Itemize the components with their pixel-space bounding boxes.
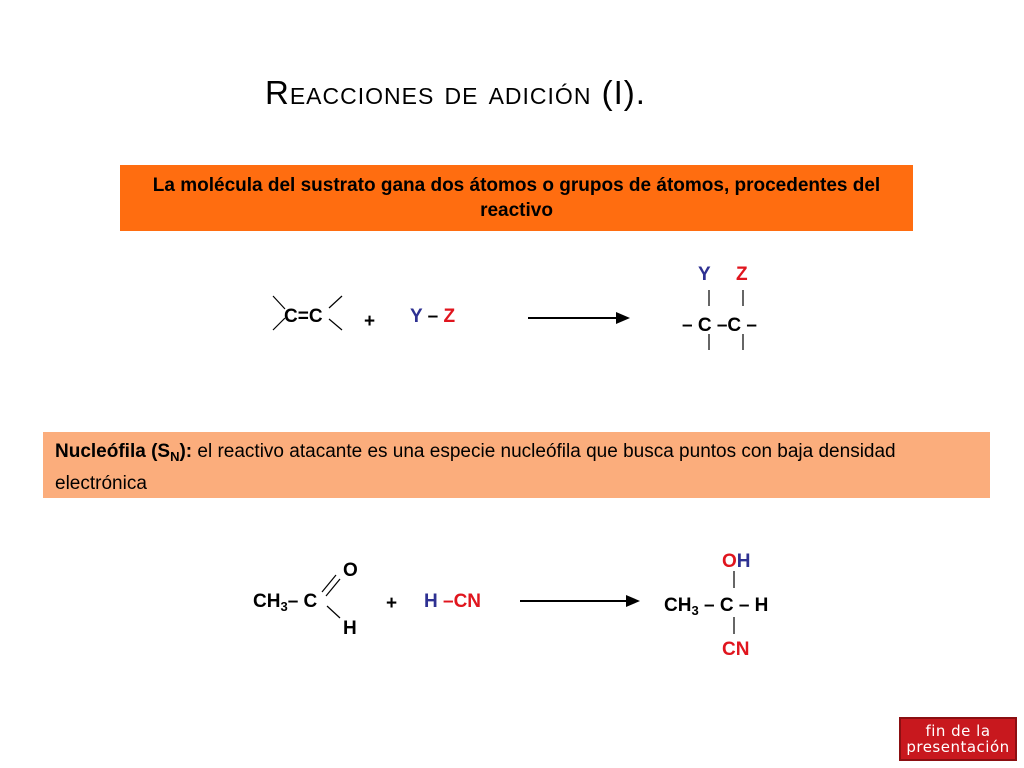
product-y: Y <box>698 264 711 285</box>
plus-sign-1: + <box>364 311 376 332</box>
alkene: C=C <box>284 306 323 327</box>
product-chain: – C –C – <box>682 315 757 336</box>
reaction-arrow-1-head <box>616 312 630 324</box>
reagent-hcn: H –CN <box>424 591 482 612</box>
reagent-yz: Y – Z <box>410 306 456 327</box>
definition-text: La molécula del sustrato gana dos átomos o grupos de átomos, procedentes del reactivo <box>152 175 881 221</box>
nucleophilic-term: Nucleófila $(S_N)$: <box>55 441 193 464</box>
end-presentation-button[interactable]: fin de la presentación <box>899 717 1017 761</box>
bond-lower-right <box>329 319 342 330</box>
product-z: Z <box>736 264 748 285</box>
reaction-arrow-2-head <box>626 595 640 607</box>
page-title: Reacciones de adición (I). <box>265 74 646 111</box>
plus-sign-2: + <box>386 593 398 614</box>
product-cn: CN <box>722 639 750 660</box>
acetaldehyde-o: O <box>343 560 358 581</box>
nucleophilic-text: el reactivo atacante es una especie nucleófila que busca puntos con baja densidad electrónica <box>55 441 896 494</box>
acetaldehyde-h: H <box>343 618 357 639</box>
product-ch3-c-h: $CH_3$ – C – H <box>664 595 769 618</box>
bond-upper-right <box>329 296 342 308</box>
nucleophilic-box <box>43 432 990 498</box>
acetaldehyde-ch3: $CH_3-$ C <box>253 591 318 614</box>
product-oh: OH <box>722 551 751 572</box>
